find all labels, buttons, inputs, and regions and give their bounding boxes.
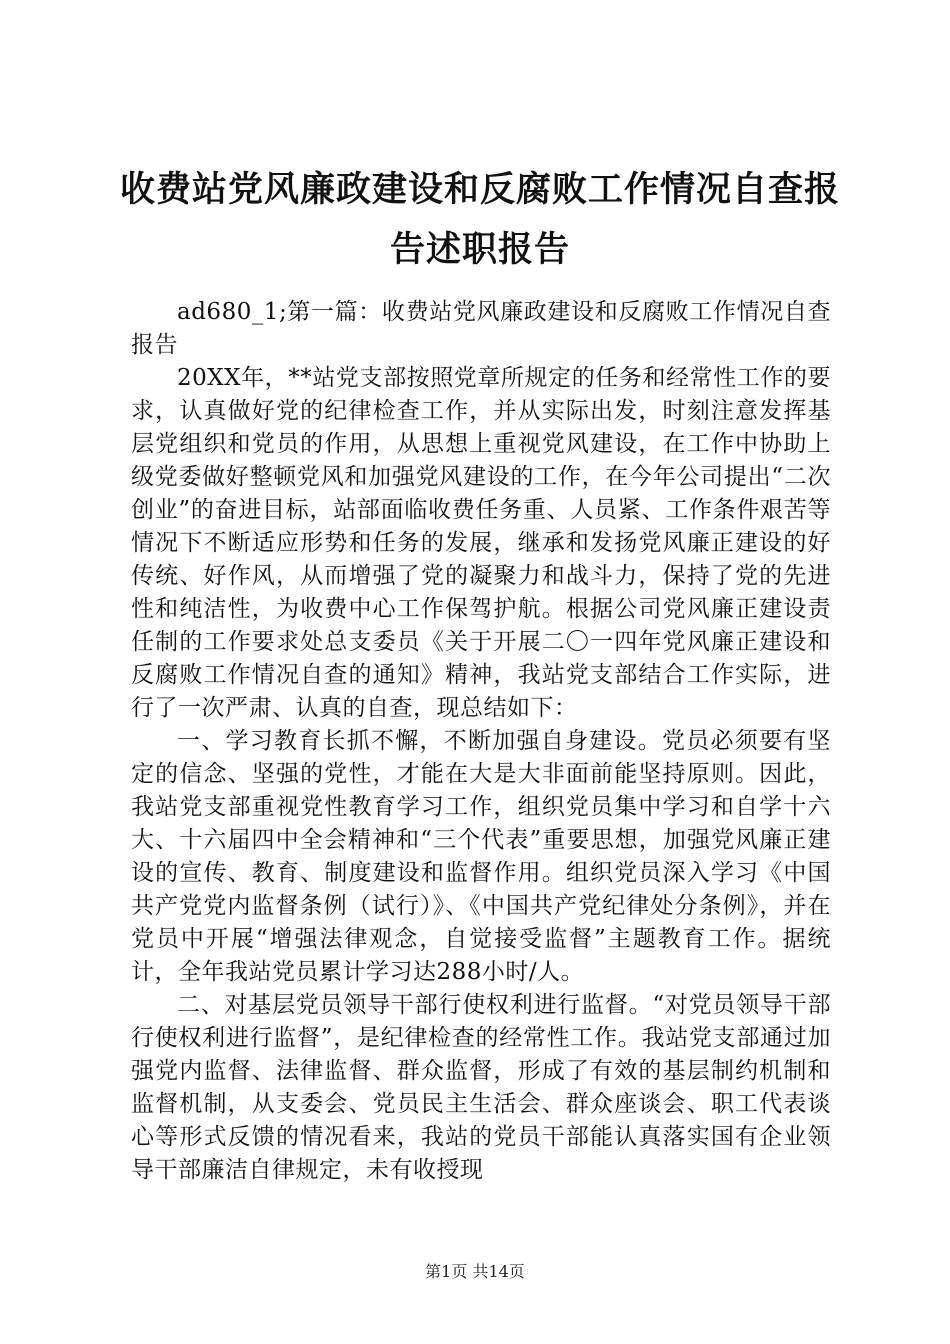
page-number-footer: 第1页 共14页: [425, 1262, 525, 1281]
paragraph-intro: 20XX年，**站党支部按照党章所规定的任务和经常性工作的要求，认真做好党的纪律检查工作，并从实际出发，时刻注意发挥基层党组织和党员的作用，从思想上重视党风建设，在工作中协助上级党委做好整顿党风和加强党风建设的工作，在今年公司提出“二次创业”的奋进目标，站部面临收费任务重、人员紧、工作条件艰苦等情况下不断适应形势和任务的发展，继承和发扬党风廉正建设的好传统、好作风，从而增强了党的凝聚力和战斗力，保持了党的先进性和纯洁性，为收费中心工作保驾护航。根据公司党风廉正建设责任制的工作要求处总支委员《关于开展二〇一四年党风廉正建设和反腐败工作情况自查的通知》精神，我站党支部结合工作实际，进行了一次严肃、认真的自查，现总结如下：: [131, 365, 831, 721]
paragraph-section-two: 二、对基层党员领导干部行使权利进行监督。“对党员领导干部行使权利进行监督”，是纪律检查的经常性工作。我站党支部通过加强党内监督、法律监督、群众监督，形成了有效的基层制约机制和监督机制，从支委会、党员民主生活会、群众座谈会、职工代表谈心等形式反馈的情况看来，我站的党员干部能认真落实国有企业领导干部廉洁自律规定，未有收授现: [131, 992, 831, 1183]
document-body: [131, 296, 831, 1187]
paragraph-section-one: 一、学习教育长抓不懈，不断加强自身建设。党员必须要有坚定的信念、坚强的党性，才能在大是大非面前能坚持原则。因此，我站党支部重视党性教育学习工作，组织党员集中学习和自学十六大、十六届四中全会精神和“三个代表”重要思想，加强党风廉正建设的宣传、教育、制度建设和监督作用。组织党员深入学习《中国共产党党内监督条例（试行）》、《中国共产党纪律处分条例》，并在党员中开展“增强法律观念，自觉接受监督”主题教育工作。据统计，全年我站党员累计学习达288小时/人。: [131, 728, 831, 985]
paragraph-heading: ad680_1;第一篇：收费站党风廉政建设和反腐败工作情况自查报告: [131, 299, 831, 358]
document-title: 收费站党风廉政建设和反腐败工作情况自查报告述职报告: [119, 169, 840, 270]
